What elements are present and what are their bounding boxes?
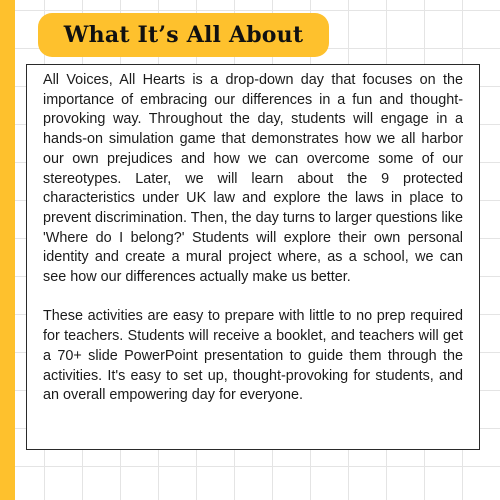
- paragraph-overview: All Voices, All Hearts is a drop-down day that focuses on the importance of embracing our differences in a fun and thought-provoking way. Throughout the day, students will engage in a hands-on simulation game that demonstrates how we all harbor our own prejudices and how we can overcome some of our stereotypes. Later, we will learn about the 9 protected characteristics under UK law and explore the laws in place to prevent discrimination. Then, the day turns to larger questions like 'Where do I belong?' Students will explore their own personal identity and create a mural project where, as a school, we can see how our differences actually make us better.: [43, 72, 463, 286]
- left-accent-bar: [0, 0, 15, 500]
- title-banner: [38, 13, 329, 57]
- page-title: What It’s All About: [63, 22, 304, 48]
- content-box: [26, 64, 480, 450]
- paragraph-preparation: These activities are easy to prepare with little to no prep required for teachers. Students will receive a booklet, and teachers will get a 70+ slide PowerPoint presentation to guide them through the activities. It's easy to set up, thought-provoking for students, and an overall empowering day for everyone.: [43, 308, 463, 404]
